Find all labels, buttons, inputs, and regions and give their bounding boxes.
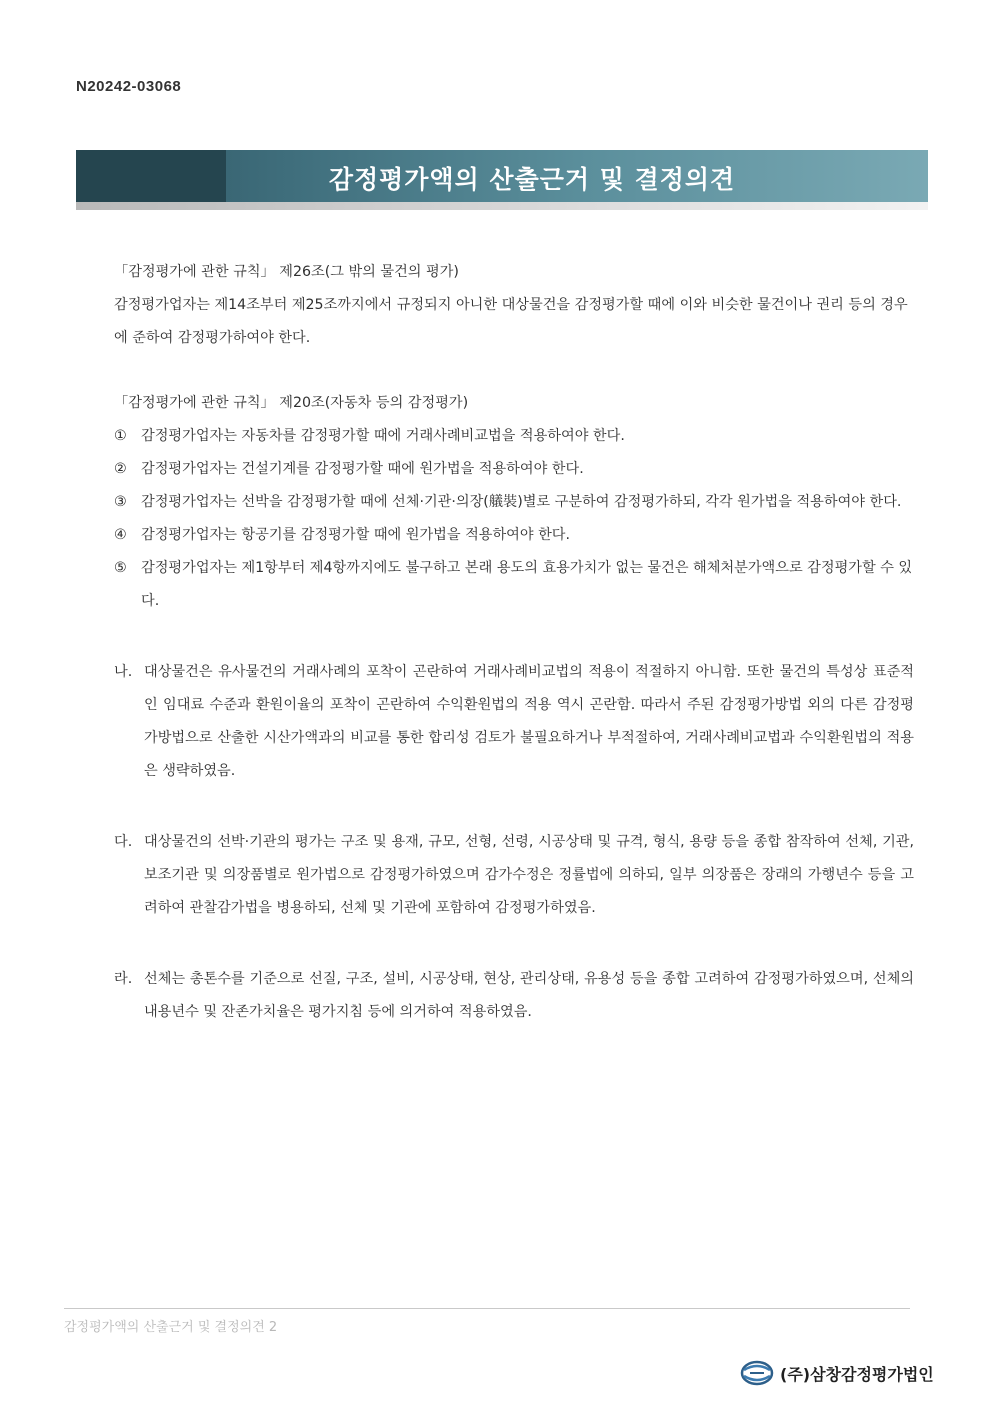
company-logo-icon — [740, 1360, 774, 1386]
item-text: 감정평가업자는 항공기를 감정평가할 때에 원가법을 적용하여야 한다. — [141, 527, 571, 543]
document-number: N20242-03068 — [76, 78, 182, 95]
item-number: ⑤ — [114, 560, 127, 576]
paragraph-marker: 다. — [114, 834, 133, 850]
title-banner-shadow — [76, 202, 928, 210]
rule20-item — [114, 486, 914, 519]
company-logo — [740, 1360, 934, 1386]
rule20-item — [114, 420, 914, 453]
item-number: ① — [114, 428, 127, 444]
document-body — [114, 256, 914, 1029]
item-text: 감정평가업자는 자동차를 감정평가할 때에 거래사례비교법을 적용하여야 한다. — [141, 428, 625, 444]
paragraph-text: 선체는 총톤수를 기준으로 선질, 구조, 설비, 시공상태, 현상, 관리상태, 유용성 등을 종합 고려하여 감정평가하였으며, 선체의 내용년수 및 잔존가치율은 평가지침 등에 의거하여 적용하였음. — [144, 971, 914, 1020]
rule20-heading: 「감정평가에 관한 규칙」 제20조(자동차 등의 감정평가) — [114, 395, 469, 411]
rule26-body: 감정평가업자는 제14조부터 제25조까지에서 규정되지 아니한 대상물건을 감정평가할 때에 이와 비슷한 물건이나 권리 등의 경우에 준하여 감정평가하여야 한다. — [114, 297, 908, 346]
title-banner — [76, 150, 928, 202]
page-title: 감정평가액의 산출근거 및 결정의견 — [328, 165, 736, 194]
rule20-item — [114, 519, 914, 552]
rule26-section — [114, 256, 914, 355]
rule26-heading: 「감정평가에 관한 규칙」 제26조(그 밖의 물건의 평가) — [114, 264, 459, 280]
paragraph-ra — [114, 963, 914, 1029]
paragraph-marker: 나. — [114, 664, 133, 680]
item-text: 감정평가업자는 제1항부터 제4항까지에도 불구하고 본래 용도의 효용가치가 없는 물건은 해체처분가액으로 감정평가할 수 있다. — [141, 560, 913, 609]
paragraph-da — [114, 826, 914, 925]
item-text: 감정평가업자는 건설기계를 감정평가할 때에 원가법을 적용하여야 한다. — [141, 461, 584, 477]
item-number: ④ — [114, 527, 127, 543]
rule20-item — [114, 453, 914, 486]
paragraph-na — [114, 656, 914, 788]
paragraph-marker: 라. — [114, 971, 133, 987]
item-text: 감정평가업자는 선박을 감정평가할 때에 선체·기관·의장(艤裝)별로 구분하여 감정평가하되, 각각 원가법을 적용하여야 한다. — [141, 494, 902, 510]
item-number: ③ — [114, 494, 127, 510]
paragraph-text: 대상물건은 유사물건의 거래사례의 포착이 곤란하여 거래사례비교법의 적용이 적절하지 아니함. 또한 물건의 특성상 표준적인 임대료 수준과 환원이율의 포착이 곤란하여 수익환원법의 적용 역시 곤란함. 따라서 주된 감정평가방법 외의 다른 감정평가방법으로 산출한 시산가액과의 비교를 통한 합리성 검토가 불필요하거나 부적절하여, 거래사례비교법과 수익환원법의 적용은 생략하였음. — [144, 664, 914, 779]
company-name: (주)삼창감정평가법인 — [780, 1364, 934, 1384]
rule20-section — [114, 387, 914, 618]
item-number: ② — [114, 461, 127, 477]
paragraph-text: 대상물건의 선박·기관의 평가는 구조 및 용재, 규모, 선형, 선령, 시공상태 및 규격, 형식, 용량 등을 종합 참작하여 선체, 기관, 보조기관 및 의장품별로 원가법으로 감정평가하였으며 감가수정은 정률법에 의하되, 일부 의장품은 장래의 가행년수 등을 고려하여 관찰감가법을 병용하되, 선체 및 기관에 포함하여 감정평가하였음. — [144, 834, 914, 916]
footer-page-label: 감정평가액의 산출근거 및 결정의견 2 — [64, 1320, 278, 1335]
rule20-item — [114, 552, 914, 618]
footer-divider — [64, 1308, 910, 1309]
